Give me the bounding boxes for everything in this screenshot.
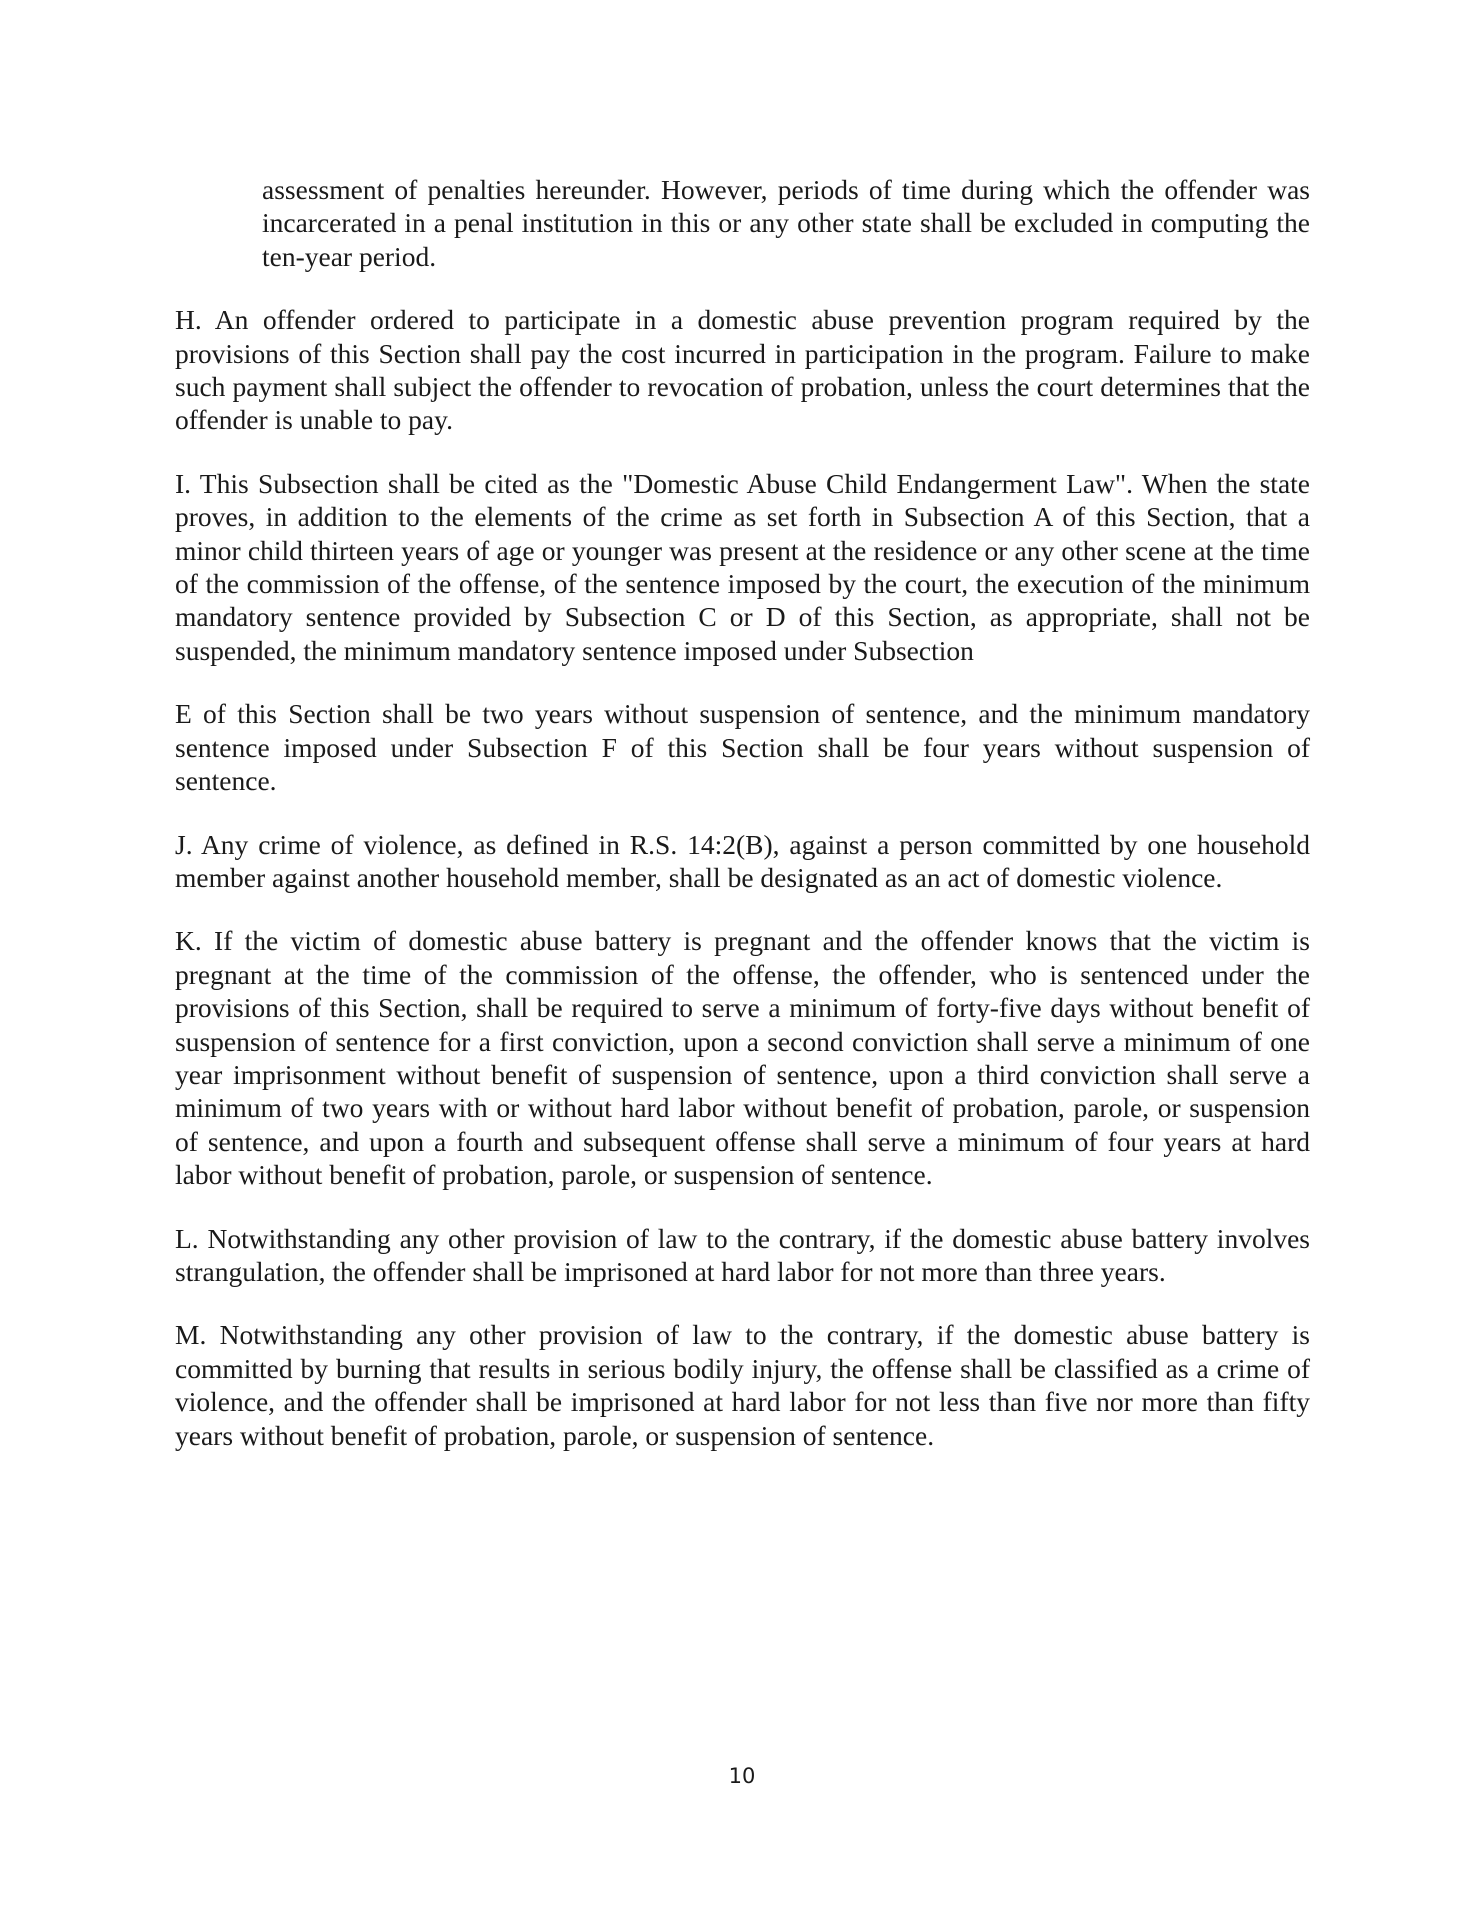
paragraph-k: K. If the victim of domestic abuse battery is pregnant and the offender knows that the victim is pregnant at the time of the commission of the offense, the offender, who is sentenced under the provisions of this Section, shall be required to serve a minimum of forty-five days without benefit of suspension of sentence for a first conviction, upon a second conviction shall serve a minimum of one year imprisonment without benefit of suspension of sentence, upon a third conviction shall serve a minimum of two years with or without hard labor without benefit of probation, parole, or suspension of sentence, and upon a fourth and subsequent offense shall serve a minimum of four years at hard labor without benefit of probation, parole, or suspension of sentence. <box>175 925 1310 1191</box>
paragraph-j: J. Any crime of violence, as defined in R.S. 14:2(B), against a person committed by one household member against another household member, shall be designated as an act of domestic violence. <box>175 828 1310 893</box>
paragraph-h: H. An offender ordered to participate in a domestic abuse prevention program required by the provisions of this Section shall pay the cost incurred in participation in the program. Failure to make such payment shall subject the offender to revocation of probation, unless the court determines that the offender is unable to pay. <box>175 304 1310 436</box>
page-number: 10 <box>728 1764 756 1788</box>
paragraph-i-part1: I. This Subsection shall be cited as the "Domestic Abuse Child Endangerment Law". When the state proves, in addition to the elements of the crime as set forth in Subsection A of this Section, that a minor child thirteen years of age or younger was present at the residence or any other scene at the time of the commission of the offense, of the sentence imposed by the court, the execution of the minimum mandatory sentence provided by Subsection C or D of this Section, as appropriate, shall not be suspended, the minimum mandatory sentence imposed under Subsection <box>175 467 1310 666</box>
paragraph-i-part2: E of this Section shall be two years without suspension of sentence, and the minimum mandatory sentence imposed under Subsection F of this Section shall be four years without suspension of sentence. <box>175 698 1310 797</box>
document-body <box>175 173 1310 1482</box>
paragraph-g-continued: assessment of penalties hereunder. However, periods of time during which the offender was incarcerated in a penal institution in this or any other state shall be excluded in computing the ten-year period. <box>262 174 1310 272</box>
paragraph-l: L. Notwithstanding any other provision of law to the contrary, if the domestic abuse battery involves strangulation, the offender shall be imprisoned at hard labor for not more than three years. <box>175 1222 1310 1287</box>
paragraph-m: M. Notwithstanding any other provision of law to the contrary, if the domestic abuse battery is committed by burning that results in serious bodily injury, the offense shall be classified as a crime of violence, and the offender shall be imprisoned at hard labor for not less than five nor more than fifty years without benefit of probation, parole, or suspension of sentence. <box>175 1319 1310 1451</box>
